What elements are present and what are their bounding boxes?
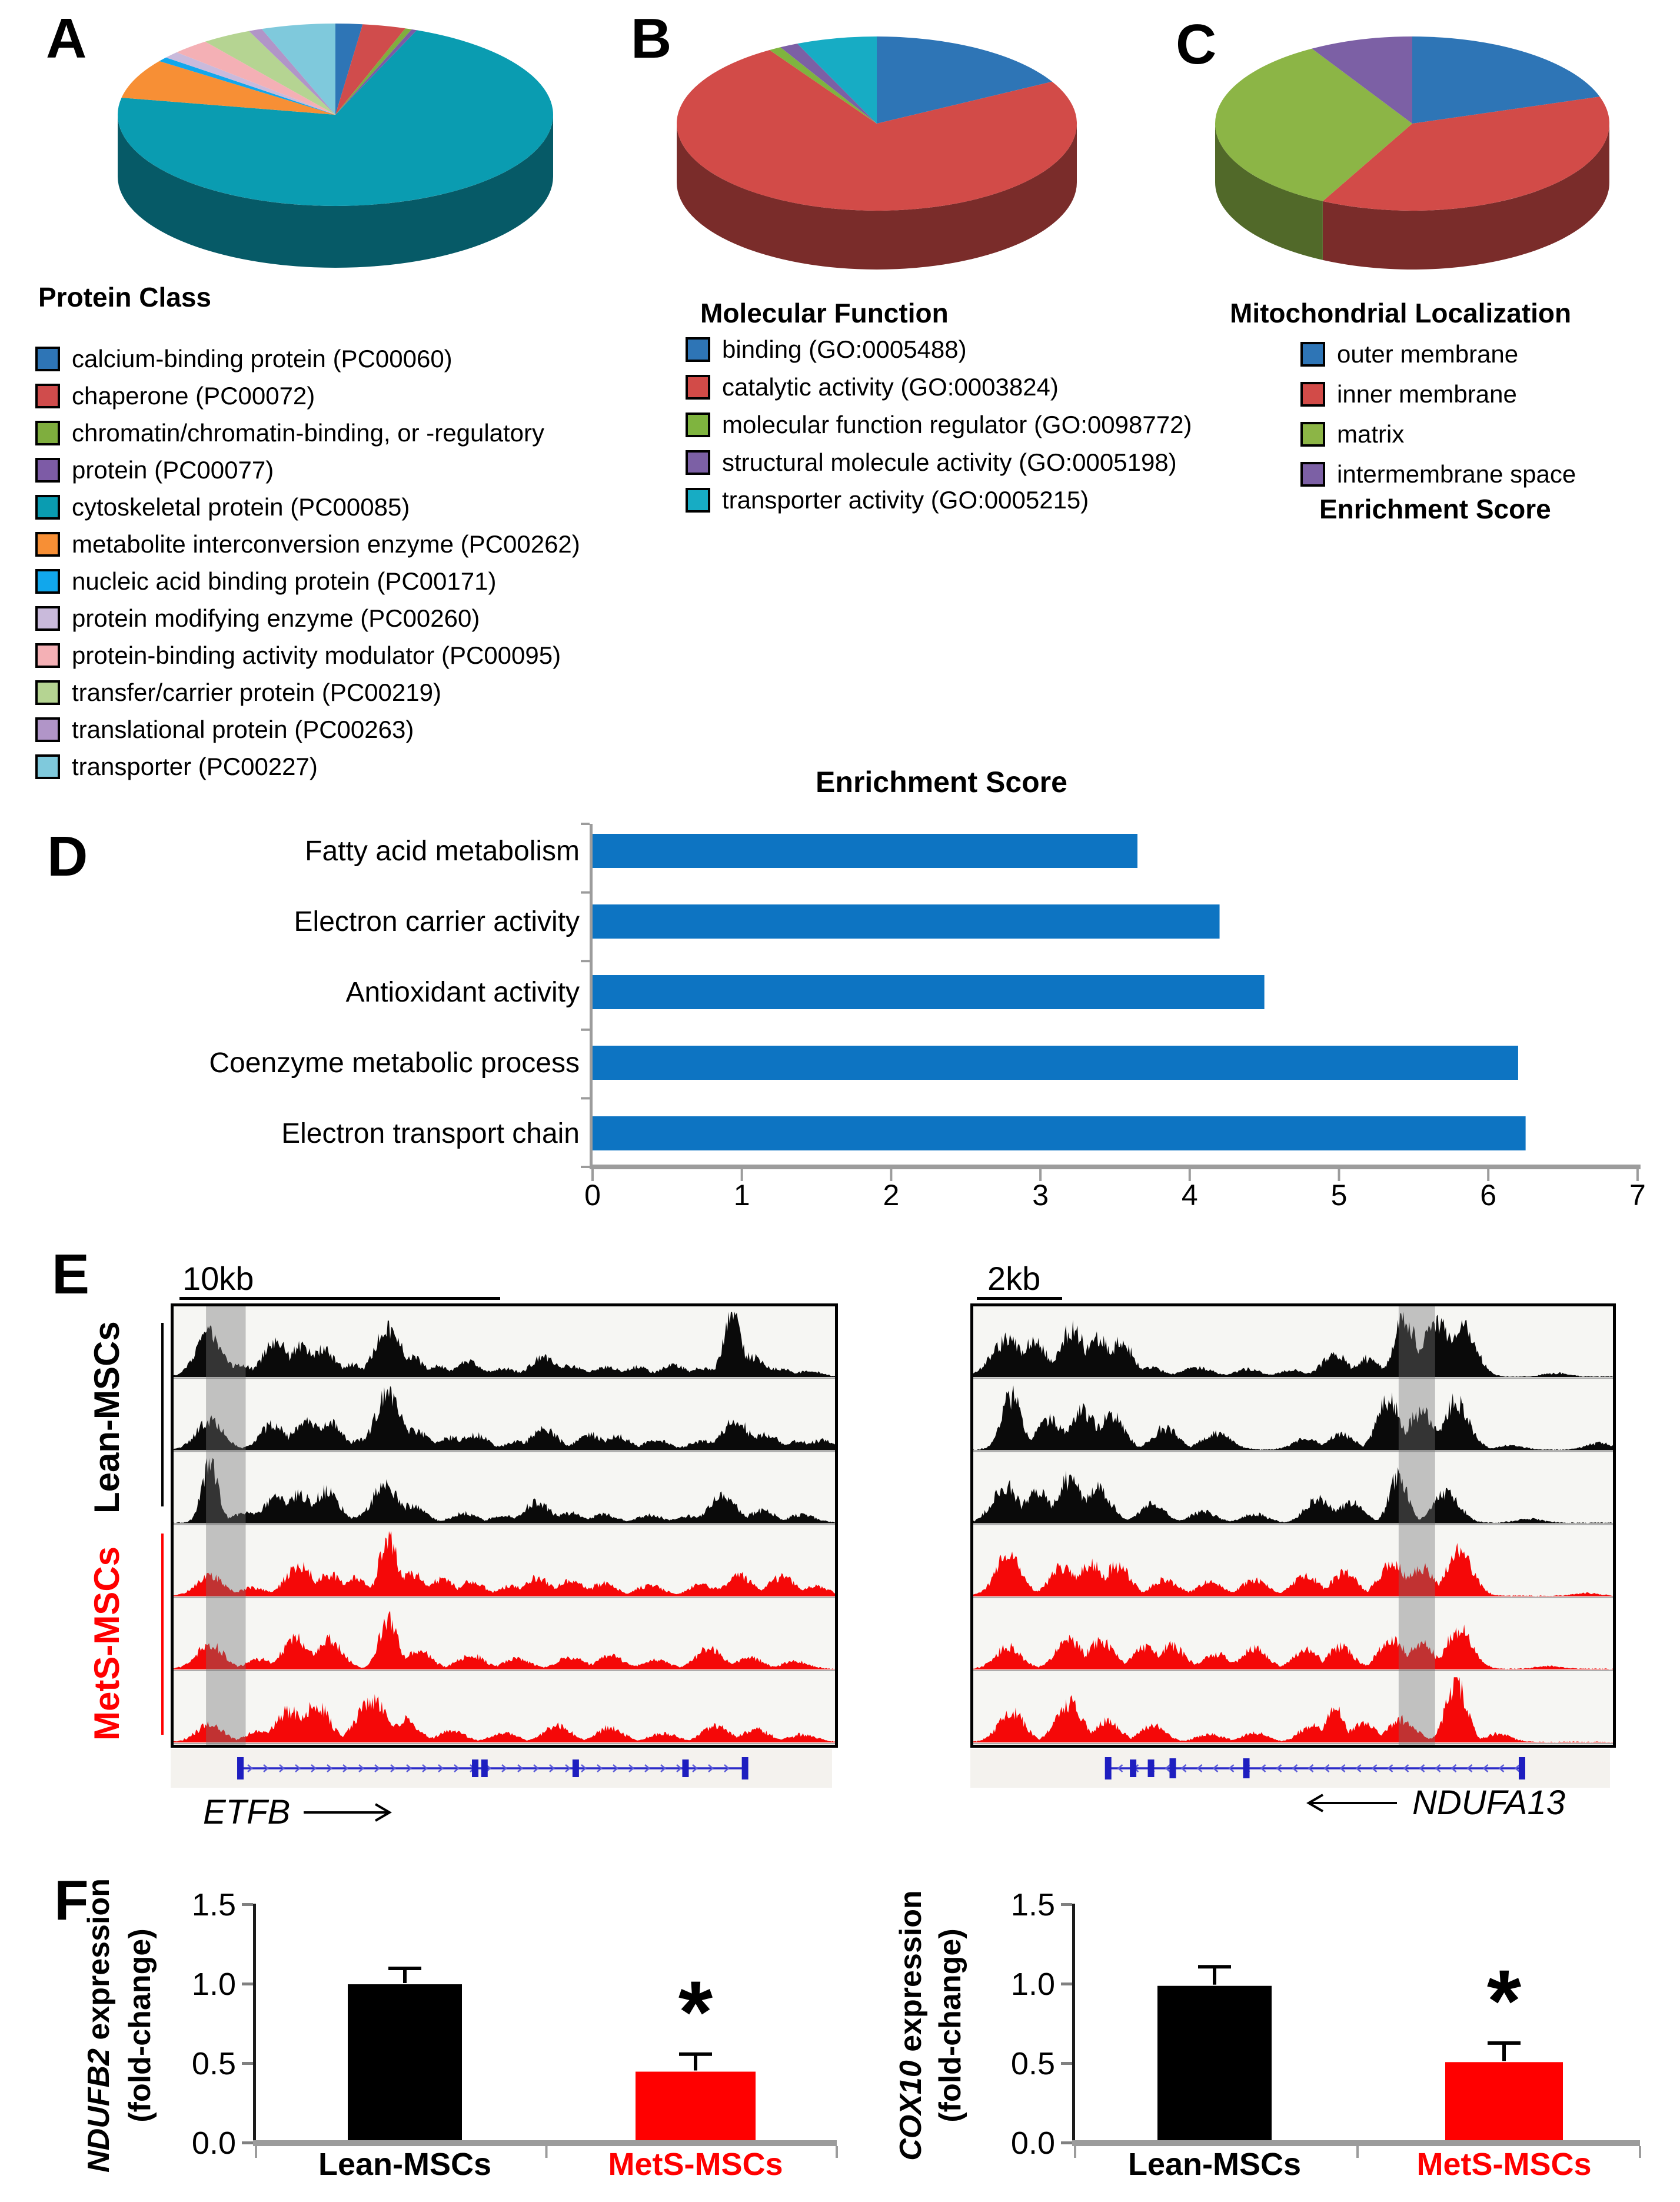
- legend-item: [686, 444, 1192, 481]
- etfb-direction-arrow-icon: [300, 1799, 412, 1825]
- d-y-tick: [581, 1097, 590, 1099]
- d-category-label: Fatty acid metabolism: [305, 836, 580, 867]
- f-x-tick: [1356, 2146, 1359, 2158]
- legend-item: [35, 674, 580, 711]
- highlight-band: [206, 1306, 245, 1745]
- legend-swatch-icon: [35, 421, 60, 445]
- d-y-tick: [581, 1166, 590, 1168]
- legend-swatch-icon: [686, 413, 710, 437]
- f-x-category-label: MetS-MSCs: [1416, 2147, 1592, 2182]
- molecular-function-title: Molecular Function: [700, 298, 949, 328]
- scalebar-2kb-line: [977, 1297, 1062, 1300]
- legend-item: [35, 525, 580, 563]
- track-signal: [973, 1385, 1613, 1450]
- protein-class-legend: [35, 340, 580, 785]
- f-y-tick: [242, 2062, 253, 2065]
- f-x-tick: [836, 2146, 838, 2158]
- track-signal: [973, 1677, 1613, 1742]
- panel-c-letter: C: [1176, 13, 1217, 76]
- gene-exon: [1243, 1758, 1249, 1778]
- legend-swatch-icon: [35, 384, 60, 408]
- scalebar-10kb-line: [179, 1297, 500, 1300]
- d-y-tick: [581, 823, 590, 825]
- f-y-tick: [242, 1903, 253, 1906]
- panel-b-letter: B: [631, 7, 672, 70]
- mitochondrial-localization-pie: [1209, 26, 1633, 291]
- legend-label: protein (PC00077): [72, 455, 274, 484]
- d-category-label: Coenzyme metabolic process: [209, 1047, 580, 1079]
- gene-exon: [1148, 1759, 1155, 1777]
- molecular-function-pie: [671, 26, 1095, 291]
- gene-exon: [1105, 1757, 1112, 1779]
- gene-exon: [1519, 1757, 1525, 1779]
- enrichment-bar-chart: [200, 812, 1671, 1236]
- legend-item: [35, 340, 580, 377]
- legend-label: cytoskeletal protein (PC00085): [72, 493, 410, 521]
- protein-class-pie: [106, 12, 577, 300]
- f-y-axis-label-line2: (fold-change): [933, 1928, 967, 2123]
- legend-label: inner membrane: [1337, 380, 1517, 408]
- d-x-tick-label: 0: [584, 1179, 601, 1212]
- legend-label: chaperone (PC00072): [72, 381, 315, 410]
- significance-asterisk: *: [1486, 1951, 1522, 2050]
- track-signal: [174, 1386, 835, 1450]
- f-y-tick: [1061, 2141, 1072, 2144]
- f-y-tick-label: 1.5: [191, 1887, 236, 1922]
- f-y-tick-label: 0.0: [191, 2126, 236, 2161]
- legend-item: [35, 377, 580, 414]
- mitochondrial-localization-legend: [1300, 334, 1576, 494]
- d-x-tick-label: 5: [1330, 1179, 1348, 1212]
- f-y-tick-label: 0.5: [191, 2046, 236, 2081]
- f-x-tick: [545, 2146, 548, 2158]
- etfb-gene-model: [171, 1749, 832, 1788]
- f-x-category-label: MetS-MSCs: [608, 2147, 783, 2182]
- legend-label: protein-binding activity modulator (PC00095): [72, 641, 561, 669]
- f-y-axis: [253, 1904, 256, 2146]
- track-signal: [973, 1543, 1613, 1596]
- panel-e-letter: E: [52, 1243, 90, 1306]
- gene-exon: [1169, 1758, 1176, 1778]
- f-y-tick-label: 0.0: [1010, 2126, 1055, 2161]
- f-bar: [1445, 2062, 1563, 2143]
- legend-swatch-icon: [35, 458, 60, 483]
- f-bar: [1157, 1986, 1272, 2143]
- legend-label: translational protein (PC00263): [72, 715, 414, 743]
- mitochondrial-localization-title: Mitochondrial Localization: [1230, 298, 1572, 328]
- d-y-tick: [581, 960, 590, 962]
- f-y-axis-label-line2: (fold-change): [123, 1928, 157, 2123]
- highlight-band: [1399, 1306, 1435, 1745]
- legend-label: molecular function regulator (GO:0098772): [722, 411, 1192, 438]
- legend-item: [686, 331, 1192, 368]
- f-y-tick-label: 0.5: [1010, 2046, 1055, 2081]
- legend-label: transporter activity (GO:0005215): [722, 486, 1089, 514]
- f-x-tick: [1639, 2146, 1641, 2158]
- f-y-tick: [1061, 1903, 1072, 1906]
- legend-item: [1300, 334, 1576, 374]
- f-y-tick-label: 1.5: [1010, 1887, 1055, 1922]
- f-x-axis: [1072, 2140, 1640, 2146]
- ndufa13-gene-label: NDUFA13: [1412, 1784, 1565, 1822]
- gene-exon: [481, 1759, 488, 1777]
- d-x-tick-label: 4: [1181, 1179, 1198, 1212]
- d-x-tick-label: 7: [1629, 1179, 1646, 1212]
- track-signal: [174, 1531, 835, 1596]
- cox10-expression-chart: [847, 1871, 1680, 2201]
- gene-exon: [472, 1759, 478, 1777]
- legend-swatch-icon: [35, 717, 60, 742]
- d-y-tick: [581, 892, 590, 894]
- f-x-tick: [1074, 2146, 1076, 2158]
- d-bar: [593, 834, 1137, 868]
- gene-exon: [742, 1757, 748, 1779]
- legend-swatch-icon: [686, 450, 710, 475]
- scalebar-10kb-label: 10kb: [182, 1260, 254, 1297]
- legend-swatch-icon: [35, 347, 60, 371]
- d-y-tick: [581, 1029, 590, 1031]
- f-x-category-label: Lean-MSCs: [318, 2147, 492, 2182]
- legend-label: metabolite interconversion enzyme (PC00262): [72, 530, 580, 558]
- d-category-label: Electron carrier activity: [294, 906, 580, 937]
- legend-swatch-icon: [686, 337, 710, 362]
- f-y-tick-label: 1.0: [1010, 1967, 1055, 2002]
- gene-exon: [1130, 1759, 1136, 1777]
- d-x-tick-label: 6: [1480, 1179, 1497, 1212]
- f-y-tick: [242, 2141, 253, 2144]
- legend-item: [1300, 374, 1576, 414]
- d-x-axis: [590, 1165, 1641, 1169]
- legend-swatch-icon: [1300, 462, 1325, 487]
- lean-bracket-line: [161, 1323, 164, 1506]
- d-bar: [593, 904, 1220, 939]
- legend-label: nucleic acid binding protein (PC00171): [72, 567, 497, 595]
- track-signal: [174, 1611, 835, 1669]
- legend-label: protein modifying enzyme (PC00260): [72, 604, 480, 632]
- ndufa13-track-panel: [970, 1303, 1616, 1748]
- f-y-axis-label: NDUFB2 expression: [82, 1878, 116, 2173]
- legend-item: [1300, 454, 1576, 494]
- d-x-tick-label: 3: [1032, 1179, 1049, 1212]
- legend-item: [35, 451, 580, 488]
- legend-swatch-icon: [35, 495, 60, 520]
- f-x-tick: [255, 2146, 257, 2158]
- f-x-category-label: Lean-MSCs: [1127, 2147, 1302, 2182]
- legend-item: [35, 563, 580, 600]
- protein-class-title: Protein Class: [38, 282, 211, 312]
- panel-d-letter: D: [47, 825, 88, 888]
- legend-label: intermembrane space: [1337, 460, 1576, 488]
- panel-f-letter: F: [54, 1869, 89, 1932]
- legend-swatch-icon: [686, 488, 710, 513]
- ndufa13-direction-arrow-icon: [1289, 1790, 1400, 1816]
- f-y-tick: [1061, 2062, 1072, 2065]
- legend-swatch-icon: [1300, 382, 1325, 407]
- enrichment-score-heading: Enrichment Score: [1319, 494, 1551, 524]
- d-y-axis: [590, 824, 593, 1167]
- legend-item: [35, 600, 580, 637]
- track-signal: [973, 1312, 1613, 1377]
- f-y-tick: [1061, 1983, 1072, 1985]
- f-bar: [348, 1984, 462, 2143]
- etfb-gene-label: ETFB: [203, 1793, 291, 1831]
- d-category-label: Electron transport chain: [281, 1118, 580, 1149]
- legend-item: [35, 711, 580, 748]
- legend-label: catalytic activity (GO:0003824): [722, 373, 1059, 401]
- legend-label: chromatin/chromatin-binding, or -regulatory: [72, 418, 545, 447]
- etfb-track-panel: [171, 1303, 838, 1748]
- legend-label: structural molecule activity (GO:0005198): [722, 448, 1177, 476]
- legend-label: transfer/carrier protein (PC00219): [72, 678, 441, 706]
- track-signal: [174, 1312, 835, 1377]
- legend-swatch-icon: [1300, 342, 1325, 367]
- legend-item: [35, 414, 580, 451]
- legend-label: calcium-binding protein (PC00060): [72, 344, 453, 372]
- enrichment-chart-title: Enrichment Score: [816, 766, 1067, 799]
- legend-swatch-icon: [1300, 422, 1325, 447]
- legend-swatch-icon: [35, 532, 60, 557]
- track-signal: [174, 1458, 835, 1524]
- legend-swatch-icon: [35, 569, 60, 594]
- legend-label: binding (GO:0005488): [722, 335, 967, 363]
- legend-item: [686, 481, 1192, 519]
- legend-item: [686, 406, 1192, 444]
- gene-exon: [573, 1759, 579, 1777]
- d-bar: [593, 1116, 1526, 1150]
- legend-swatch-icon: [35, 643, 60, 668]
- d-x-tick-label: 1: [733, 1179, 750, 1212]
- f-x-axis: [253, 2140, 837, 2146]
- legend-item: [35, 637, 580, 674]
- group-label-mets-mscs: MetS-MSCs: [87, 1546, 127, 1741]
- legend-label: outer membrane: [1337, 340, 1519, 368]
- gene-exon: [682, 1759, 688, 1777]
- legend-swatch-icon: [686, 375, 710, 400]
- d-bar: [593, 1046, 1518, 1080]
- track-signal: [973, 1625, 1613, 1669]
- legend-swatch-icon: [35, 754, 60, 779]
- mets-bracket-line: [161, 1534, 164, 1735]
- f-y-tick: [242, 1983, 253, 1985]
- legend-label: transporter (PC00227): [72, 752, 318, 780]
- legend-swatch-icon: [35, 606, 60, 631]
- scalebar-2kb-label: 2kb: [987, 1260, 1041, 1297]
- panel-a-letter: A: [46, 7, 87, 70]
- legend-swatch-icon: [35, 680, 60, 705]
- f-y-tick-label: 1.0: [191, 1967, 236, 2002]
- track-signal: [174, 1694, 835, 1742]
- f-y-axis: [1072, 1904, 1075, 2146]
- d-category-label: Antioxidant activity: [345, 977, 580, 1008]
- legend-item: [35, 748, 580, 785]
- d-bar: [593, 975, 1265, 1009]
- d-x-tick-label: 2: [883, 1179, 900, 1212]
- gene-exon: [237, 1757, 244, 1779]
- legend-label: matrix: [1337, 420, 1405, 448]
- significance-asterisk: *: [678, 1962, 713, 2061]
- f-y-axis-label: COX10 expression: [894, 1890, 928, 2161]
- f-bar: [636, 2072, 756, 2144]
- legend-item: [35, 488, 580, 525]
- group-label-lean-mscs: Lean-MSCs: [87, 1321, 127, 1514]
- molecular-function-legend: [686, 331, 1192, 519]
- ndufb2-expression-chart: [35, 1871, 859, 2201]
- ndufa13-gene-model: [970, 1749, 1610, 1788]
- track-signal: [973, 1467, 1613, 1523]
- legend-item: [1300, 414, 1576, 454]
- legend-item: [686, 368, 1192, 406]
